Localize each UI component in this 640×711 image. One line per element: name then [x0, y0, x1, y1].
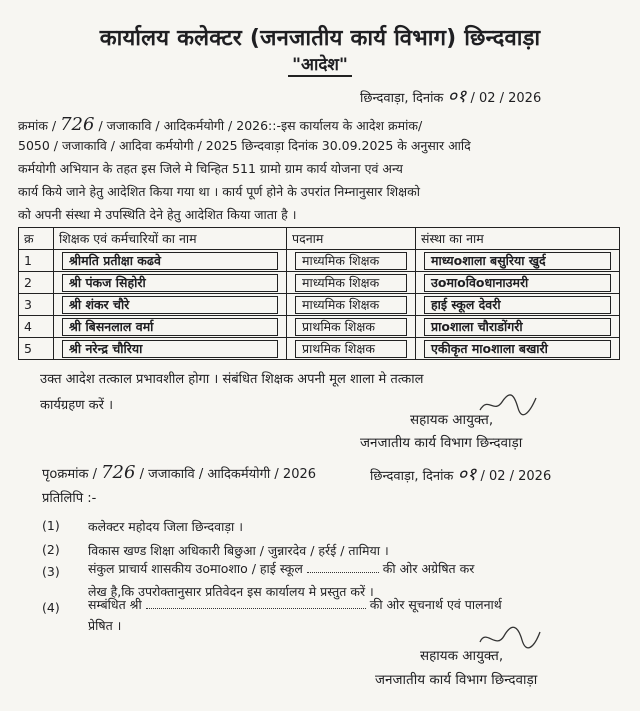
- copy-item-3-no: (3): [42, 564, 60, 579]
- order-line-3: कर्मयोगी अभियान के तहत इस जिले मे चिन्हित 511 ग्रामो ग्राम कार्य योजना एवं अन्य: [18, 161, 403, 176]
- copy-item-3-blank: [307, 572, 379, 573]
- table-row: [19, 250, 620, 272]
- cell-post: माध्यमिक शिक्षक: [287, 250, 416, 272]
- cell-school: प्राoशाला चौराडोंगरी: [416, 316, 620, 338]
- copy-item-2-no: (2): [42, 542, 60, 557]
- order-line-4: कार्य किये जाने हेतु आदेशित किया गया था । कार्य पूर्ण होने के उपरांत निम्नानुसार शिक्षको: [18, 184, 420, 199]
- copy-item-4-line: [88, 596, 502, 613]
- copy-item-4-text-after: की ओर सूचनार्थ एवं पालनार्थ: [369, 597, 502, 612]
- cell-name: श्री बिसनलाल वर्मा: [54, 316, 287, 338]
- copy-item-4-blank: [146, 608, 366, 609]
- effect-line-1: उक्त आदेश तत्काल प्रभावशील होगा । संबंधित शिक्षक अपनी मूल शाला मे तत्काल: [40, 372, 424, 387]
- copy-item-4-no: (4): [42, 600, 60, 615]
- order-line-2: 5050 / जजाकावि / आदिवा कर्मयोगी / 2025 छिन्दवाड़ा दिनांक 30.09.2025 के अनुसार आदि: [18, 138, 471, 153]
- date-month-year: / 02 / 2026: [470, 91, 542, 106]
- endorsement-suffix: / जजाकावि / आदिकर्मयोगी / 2026: [139, 467, 317, 482]
- order-number-prefix: क्रमांक /: [18, 118, 57, 133]
- cell-post: प्राथमिक शिक्षक: [287, 316, 416, 338]
- office-title: कार्यालय कलेक्टर (जनजातीय कार्य विभाग) छिन्दवाड़ा: [99, 26, 541, 51]
- copy-item-3-line-2: लेख है,कि उपरोक्तानुसार प्रतिवेदन इस कार्यालय मे प्रस्तुत करें ।: [88, 584, 374, 599]
- date-day-handwritten: ०१: [447, 86, 467, 107]
- cell-name: श्रीमति प्रतीक्षा कढवे: [54, 250, 287, 272]
- order-number-handwritten: 726: [60, 114, 95, 135]
- cell-no: 5: [19, 338, 54, 360]
- signature-1-title: सहायक आयुक्त,: [410, 412, 494, 428]
- table-row: [19, 338, 620, 360]
- cell-name: श्री पंकज सिहोरी: [54, 272, 287, 294]
- endorsement-number-handwritten: 726: [101, 462, 136, 483]
- cell-no: 1: [19, 250, 54, 272]
- cell-post: माध्यमिक शिक्षक: [287, 272, 416, 294]
- cell-school: माध्यoशाला बसुरिया खुर्द: [416, 250, 620, 272]
- copy-item-2-text: विकास खण्ड शिक्षा अधिकारी बिछुआ / जुन्नारदेव / हर्रई / तामिया ।: [88, 543, 389, 558]
- col-header-post: पदनाम: [287, 228, 416, 250]
- table-header-row: [19, 228, 620, 250]
- copy-item-3-text-after: की ओर अग्रेषित कर: [382, 561, 475, 576]
- teacher-table: [18, 227, 620, 360]
- cell-no: 4: [19, 316, 54, 338]
- endorsement-prefix: पृoक्रमांक /: [42, 467, 97, 482]
- date-line: [360, 84, 541, 108]
- cell-no: 2: [19, 272, 54, 294]
- order-number-suffix: / जजाकावि / आदिकर्मयोगी / 2026::-इस कार्यालय के आदेश क्रमांक/: [98, 118, 423, 133]
- cell-post: माध्यमिक शिक्षक: [287, 294, 416, 316]
- copy-item-3-text: संकुल प्राचार्य शासकीय उoमाoशाo / हाई स्कूल: [88, 561, 303, 576]
- order-number-line: [18, 114, 422, 135]
- copy-heading: प्रतिलिपि :-: [42, 491, 97, 506]
- cell-name: श्री शंकर चौरे: [54, 294, 287, 316]
- cell-school: हाई स्कूल देवरी: [416, 294, 620, 316]
- signature-1-dept: जनजातीय कार्य विभाग छिन्दवाड़ा: [360, 435, 523, 451]
- endorsement-day-handwritten: ०१: [457, 464, 477, 485]
- order-heading-text: "आदेश": [288, 55, 352, 77]
- cell-name: श्री नरेन्द्र चौरिया: [54, 338, 287, 360]
- endorsement-month-year: / 02 / 2026: [480, 469, 552, 484]
- copy-item-1-text: कलेक्टर महोदय जिला छिन्दवाड़ा ।: [88, 519, 244, 534]
- cell-school: एकीकृत माoशाला बखारी: [416, 338, 620, 360]
- cell-school: उoमाoविoधानाउमरी: [416, 272, 620, 294]
- cell-post: प्राथमिक शिक्षक: [287, 338, 416, 360]
- table-row: [19, 272, 620, 294]
- effect-line-2: कार्यग्रहण करें ।: [40, 398, 114, 413]
- order-line-5: को अपनी संस्था मे उपस्थिति देने हेतु आदेशित किया जाता है ।: [18, 207, 297, 222]
- col-header-name: शिक्षक एवं कर्मचारियों का नाम: [54, 228, 287, 250]
- copy-item-4-line-2: प्रेषित ।: [88, 618, 122, 633]
- col-header-school: संस्था का नाम: [416, 228, 620, 250]
- endorsement-line: [42, 462, 316, 483]
- copy-item-4-text: सम्बंधित श्री: [88, 597, 142, 612]
- copy-item-1-no: (1): [42, 518, 60, 533]
- cell-no: 3: [19, 294, 54, 316]
- endorsement-date-prefix: छिन्दवाड़ा, दिनांक: [370, 469, 454, 484]
- copy-item-3-line: [88, 560, 474, 577]
- table-row: [19, 294, 620, 316]
- date-place: छिन्दवाड़ा, दिनांक: [360, 91, 444, 106]
- order-heading: [0, 52, 640, 75]
- endorsement-date: [370, 462, 551, 486]
- signature-2-dept: जनजातीय कार्य विभाग छिन्दवाड़ा: [375, 672, 538, 688]
- table-row: [19, 316, 620, 338]
- signature-2-title: सहायक आयुक्त,: [420, 648, 504, 664]
- col-header-no: क्र: [19, 228, 54, 250]
